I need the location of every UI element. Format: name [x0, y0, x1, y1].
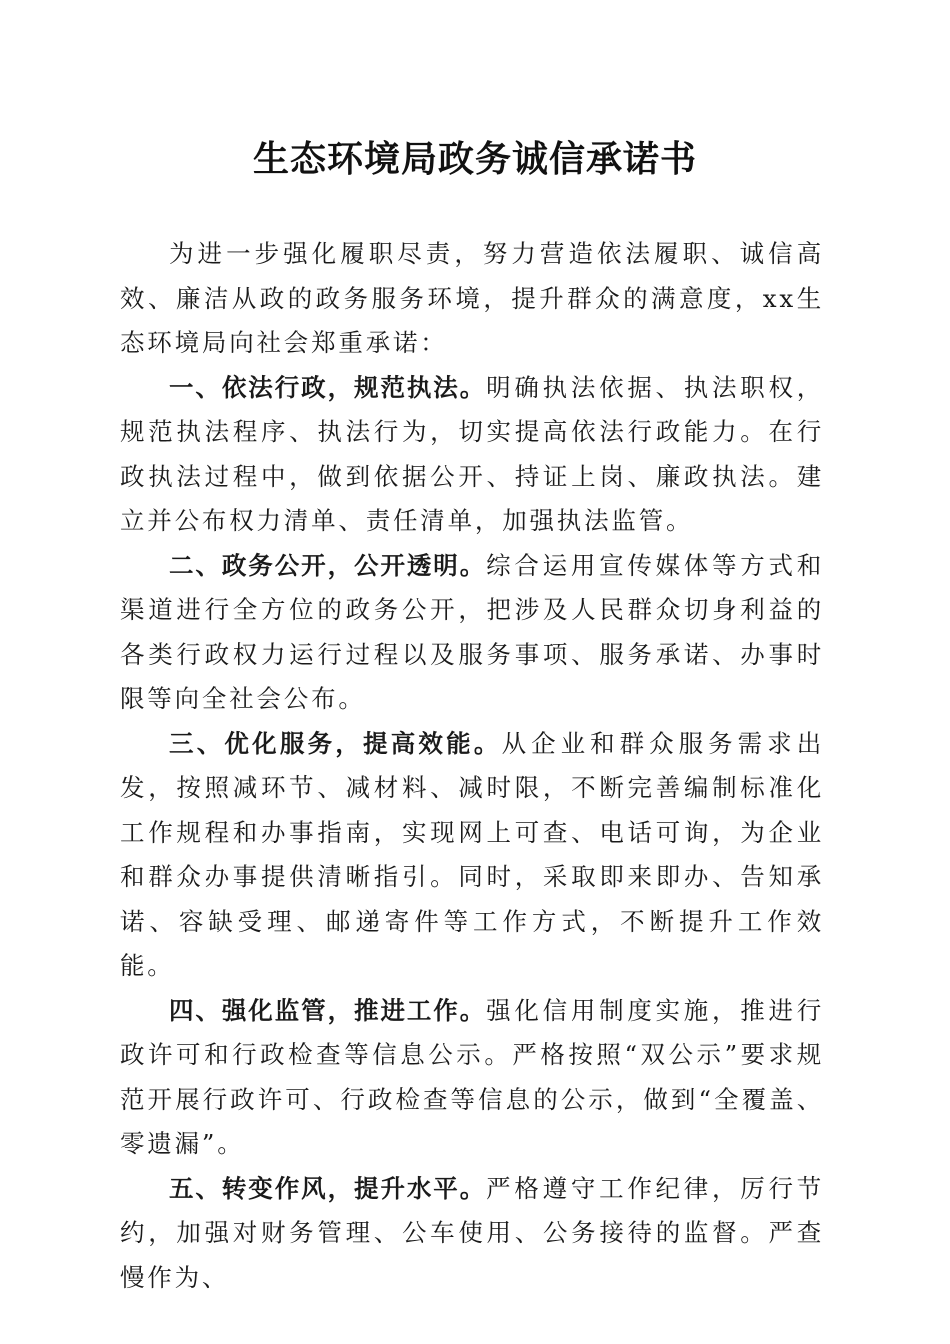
section-text: 明确执法依据、执法职权，规范执法程序、执法行为，切实提高依法行政能力。在行政执法过程中，做到依据公开、持证上岗、廉政执法。建立并公布权力清单、责任清单，加强执法监管。 [120, 372, 825, 535]
section-paragraph-2 [120, 544, 824, 722]
section-text: 综合运用宣传媒体等方式和渠道进行全方位的政务公开，把涉及人民群众切身利益的各类行政权力运行过程以及服务事项、服务承诺、办事时限等向全社会公布。 [120, 550, 825, 713]
section-heading: 四、强化监管，推进工作。 [169, 995, 487, 1025]
section-paragraph-5 [120, 1167, 824, 1301]
section-paragraph-1 [120, 366, 824, 544]
section-text: 严格遵守工作纪律，厉行节约，加强对财务管理、公车使用、公务接待的监督。严查慢作为、 [120, 1173, 825, 1292]
section-heading: 五、转变作风，提升水平。 [169, 1173, 487, 1203]
section-heading: 二、政务公开，公开透明。 [169, 550, 487, 580]
section-text: 从企业和群众服务需求出发，按照减环节、减材料、减时限，不断完善编制标准化工作规程和办事指南，实现网上可查、电话可询，为企业和群众办事提供清晰指引。同时，采取即来即办、告知承诺、容缺受理、邮递寄件等工作方式，不断提升工作效能。 [120, 728, 824, 980]
section-heading: 一、依法行政，规范执法。 [169, 372, 487, 402]
section-paragraph-3 [120, 722, 824, 989]
section-paragraph-4 [120, 989, 824, 1167]
section-text: 强化信用制度实施，推进行政许可和行政检查等信息公示。严格按照“双公示”要求规范开展行政许可、行政检查等信息的公示，做到“全覆盖、零遗漏”。 [120, 995, 825, 1158]
section-heading: 三、优化服务，提高效能。 [169, 728, 502, 758]
document-title: 生态环境局政务诚信承诺书 [252, 138, 697, 180]
intro-paragraph: 为进一步强化履职尽责，努力营造依法履职、诚信高效、廉洁从政的政务服务环境，提升群众的满意度，xx生态环境局向社会郑重承诺： [120, 239, 824, 357]
document-body [120, 232, 824, 1300]
